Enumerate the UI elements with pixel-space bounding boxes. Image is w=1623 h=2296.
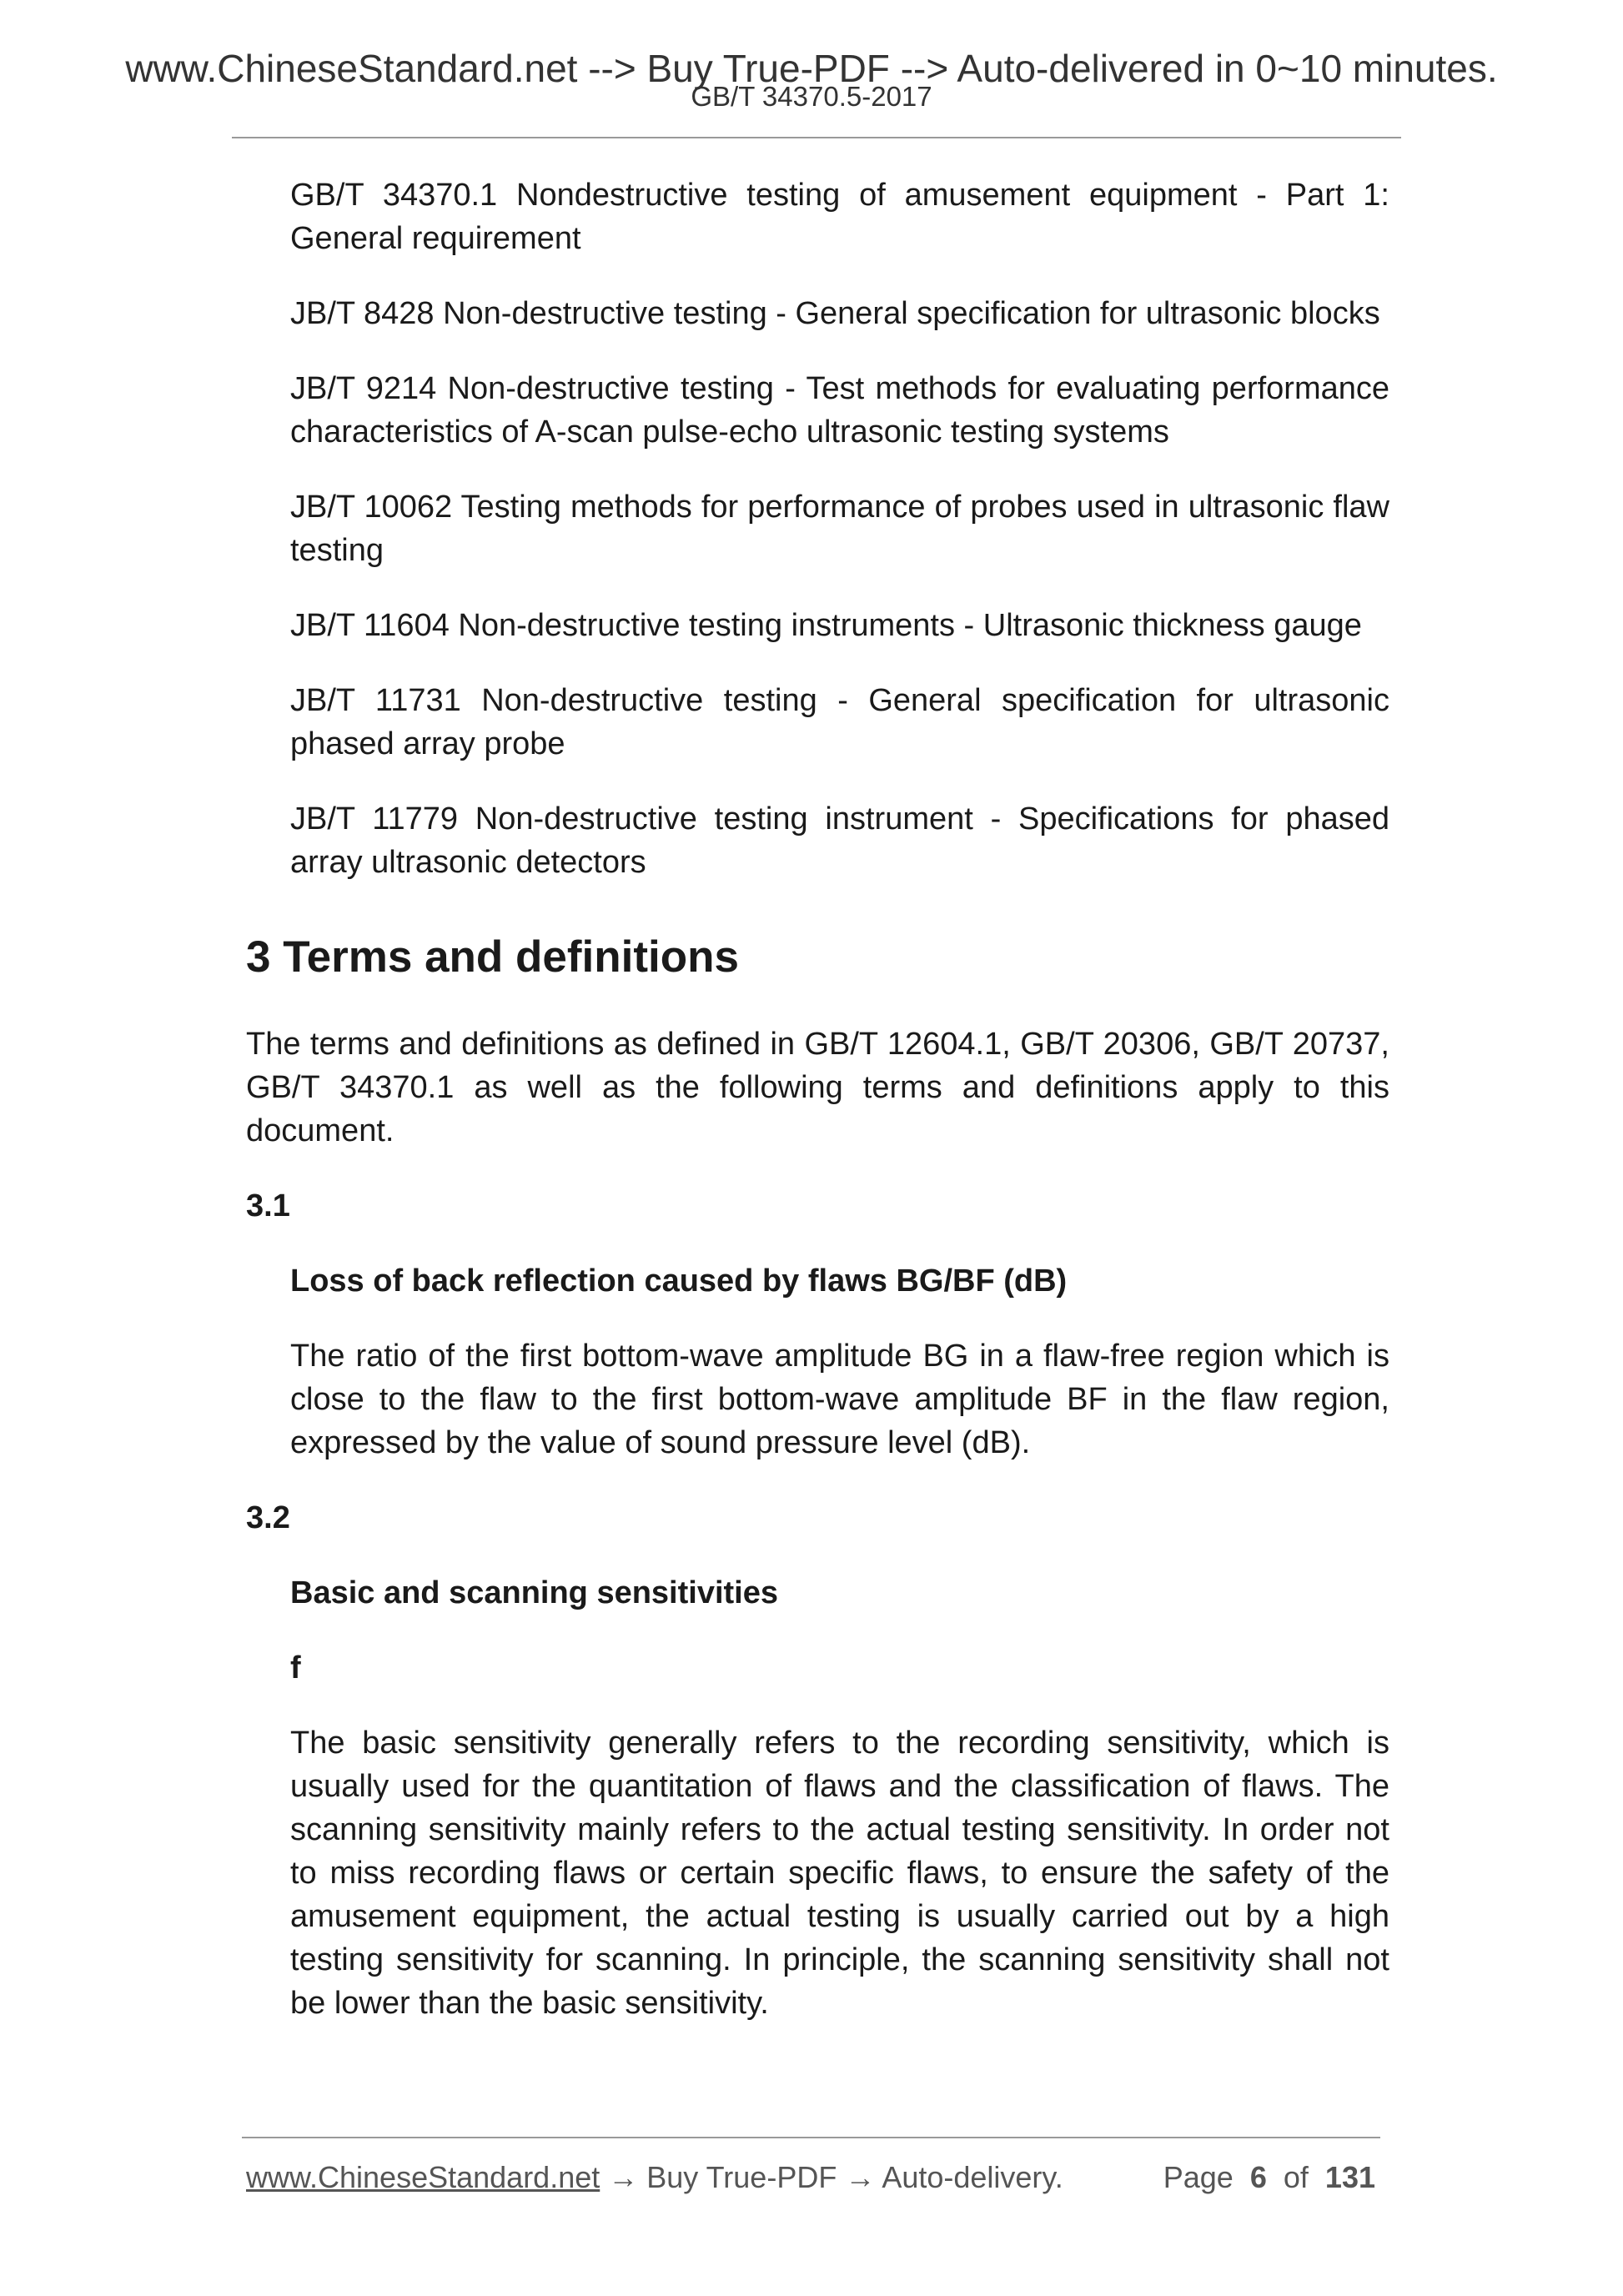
page-content: [246, 173, 1389, 2057]
page-indicator: [1163, 2159, 1375, 2196]
footer-tagline: → Buy True-PDF → Auto-delivery.: [600, 2160, 1063, 2194]
term-number: 3.1: [246, 1188, 290, 1223]
header-banner: www.ChineseStandard.net --> Buy True-PDF --> Auto-delivered in 0~10 minutes.: [125, 47, 1498, 90]
standard-code: GB/T 34370.5-2017: [691, 81, 932, 112]
reference-item: JB/T 11731 Non-destructive testing - General specification for ultrasonic phased array probe: [290, 683, 1389, 761]
section-heading: 3 Terms and definitions: [246, 932, 739, 982]
page-label: Page: [1163, 2160, 1234, 2194]
term-title: Basic and scanning sensitivities: [290, 1575, 778, 1610]
reference-item: JB/T 8428 Non-destructive testing - General specification for ultrasonic blocks: [290, 296, 1380, 331]
reference-item: JB/T 11604 Non-destructive testing instruments - Ultrasonic thickness gauge: [290, 608, 1362, 643]
page-footer: [246, 2159, 1380, 2196]
reference-item: GB/T 34370.1 Nondestructive testing of amusement equipment - Part 1: General requirement: [290, 178, 1389, 256]
of-label: of: [1283, 2160, 1309, 2194]
footer-divider: [242, 2137, 1380, 2138]
term-symbol: f: [290, 1650, 301, 1686]
footer-link[interactable]: www.ChineseStandard.net: [246, 2160, 600, 2194]
header-divider: [232, 137, 1401, 138]
term-number: 3.2: [246, 1500, 290, 1535]
reference-item: JB/T 10062 Testing methods for performance of probes used in ultrasonic flaw testing: [290, 490, 1389, 568]
reference-item: JB/T 11779 Non-destructive testing instrument - Specifications for phased array ultrasonic detectors: [290, 801, 1389, 880]
total-pages: 131: [1324, 2160, 1375, 2194]
reference-item: JB/T 9214 Non-destructive testing - Test methods for evaluating performance characteristics of A-scan pulse-echo ultrasonic testing systems: [290, 371, 1389, 450]
term-title: Loss of back reflection caused by flaws BG/BF (dB): [290, 1264, 1068, 1299]
section-intro: The terms and definitions as defined in GB/T 12604.1, GB/T 20306, GB/T 20737, GB/T 34370.1 as well as the following terms and definitions apply to this document.: [246, 1027, 1389, 1148]
term-definition: The ratio of the first bottom-wave amplitude BG in a flaw-free region which is close to the flaw to the first bottom-wave amplitude BF in the flaw region, expressed by the value of sound pressure level (dB).: [290, 1339, 1389, 1460]
term-definition: The basic sensitivity generally refers to the recording sensitivity, which is usually used for the quantitation of flaws and the classification of flaws. The scanning sensitivity mainly refers to the actual testing sensitivity. In order not to miss recording flaws or certain specific flaws, to ensure the safety of the amusement equipment, the actual testing is usually carried out by a high testing sensitivity for scanning. In principle, the scanning sensitivity shall not be lower than the basic sensitivity.: [290, 1726, 1389, 2021]
page-number: 6: [1249, 2160, 1267, 2194]
